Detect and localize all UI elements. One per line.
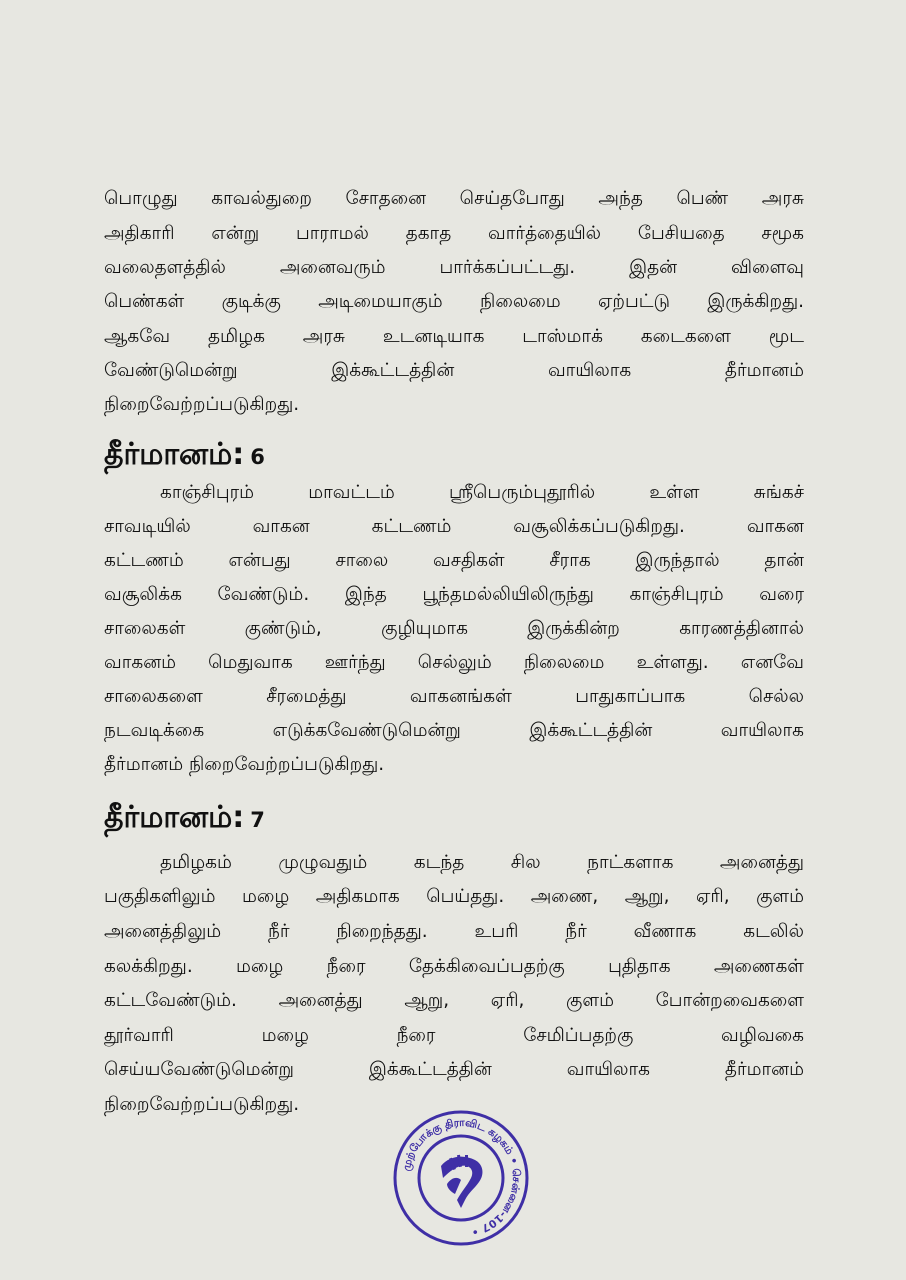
resolution-6-line-1: காஞ்சிபுரம் மாவட்டம் ஸ்ரீபெரும்புதூரில் உள்ள சுங்கச் xyxy=(160,482,804,503)
organization-seal xyxy=(391,1108,531,1248)
resolution-6-line-8: நடவடிக்கை எடுக்கவேண்டுமென்று இக்கூட்டத்தின் வாயிலாக xyxy=(104,720,804,741)
intro-line-5: ஆகவே தமிழக அரசு உடனடியாக டாஸ்மாக் கடைகளை மூட xyxy=(104,326,804,347)
resolution-7-line-1: தமிழகம் முழுவதும் கடந்த சில நாட்களாக அனைத்து xyxy=(160,852,804,873)
resolution-7-heading-word: தீர்மானம்: xyxy=(104,800,245,835)
intro-line-4: பெண்கள் குடிக்கு அடிமையாகும் நிலைமை ஏற்பட்டு இருக்கிறது. xyxy=(104,291,804,312)
intro-line-7: நிறைவேற்றப்படுகிறது. xyxy=(104,394,300,415)
resolution-6-line-3: கட்டணம் என்பது சாலை வசதிகள் சீராக இருந்தால் தான் xyxy=(104,550,804,571)
resolution-6-line-9: தீர்மானம் நிறைவேற்றப்படுகிறது. xyxy=(104,754,385,775)
seal-ring-textpath: முற்போக்கு திராவிட கழகம் • சென்னை-107 • xyxy=(400,1116,523,1238)
resolution-6-heading-number: 6 xyxy=(250,445,265,469)
resolution-7-line-6: தூர்வாரி மழை நீரை சேமிப்பதற்கு வழிவகை xyxy=(104,1025,804,1046)
resolution-7-line-4: கலக்கிறது. மழை நீரை தேக்கிவைப்பதற்கு புதிதாக அணைகள் xyxy=(104,956,804,977)
resolution-7-line-3: அனைத்திலும் நீர் நிறைந்தது. உபரி நீர் வீணாக கடலில் xyxy=(104,921,804,942)
intro-line-6: வேண்டுமென்று இக்கூட்டத்தின் வாயிலாக தீர்மானம் xyxy=(104,360,804,381)
resolution-6-heading-word: தீர்மானம்: xyxy=(104,437,245,472)
resolution-6-heading xyxy=(104,435,265,479)
intro-line-3: வலைதளத்தில் அனைவரும் பார்க்கப்பட்டது. இதன் விளைவு xyxy=(104,257,804,278)
resolution-7-line-8: நிறைவேற்றப்படுகிறது. xyxy=(104,1094,300,1115)
resolution-6-line-6: வாகனம் மெதுவாக ஊர்ந்து செல்லும் நிலைமை உள்ளது. எனவே xyxy=(104,652,804,673)
resolution-6-line-7: சாலைகளை சீரமைத்து வாகனங்கள் பாதுகாப்பாக செல்ல xyxy=(104,686,804,707)
intro-line-2: அதிகாரி என்று பாராமல் தகாத வார்த்தையில் பேசியதை சமூக xyxy=(104,223,804,244)
resolution-7-line-7: செய்யவேண்டுமென்று இக்கூட்டத்தின் வாயிலாக தீர்மானம் xyxy=(104,1059,804,1080)
resolution-7-heading-number: 7 xyxy=(250,808,265,832)
seal-outer-ring xyxy=(395,1112,527,1244)
resolution-6-line-4: வசூலிக்க வேண்டும். இந்த பூந்தமல்லியிலிருந்து காஞ்சிபுரம் வரை xyxy=(104,584,804,605)
resolution-6-line-2: சாவடியில் வாகன கட்டணம் வசூலிக்கப்படுகிறது. வாகன xyxy=(104,516,804,537)
resolution-7-line-2: பகுதிகளிலும் மழை அதிகமாக பெய்தது. அணை, ஆறு, ஏரி, குளம் xyxy=(104,886,804,907)
resolution-7-line-5: கட்டவேண்டும். அனைத்து ஆறு, ஏரி, குளம் போன்றவைகளை xyxy=(104,990,804,1011)
resolution-7-heading xyxy=(104,798,265,842)
resolution-6-line-5: சாலைகள் குண்டும், குழியுமாக இருக்கின்ற காரணத்தினால் xyxy=(104,618,804,639)
seal-emblem-icon xyxy=(441,1155,482,1208)
intro-line-1: பொழுது காவல்துறை சோதனை செய்தபோது அந்த பெண் அரசு xyxy=(104,188,804,209)
